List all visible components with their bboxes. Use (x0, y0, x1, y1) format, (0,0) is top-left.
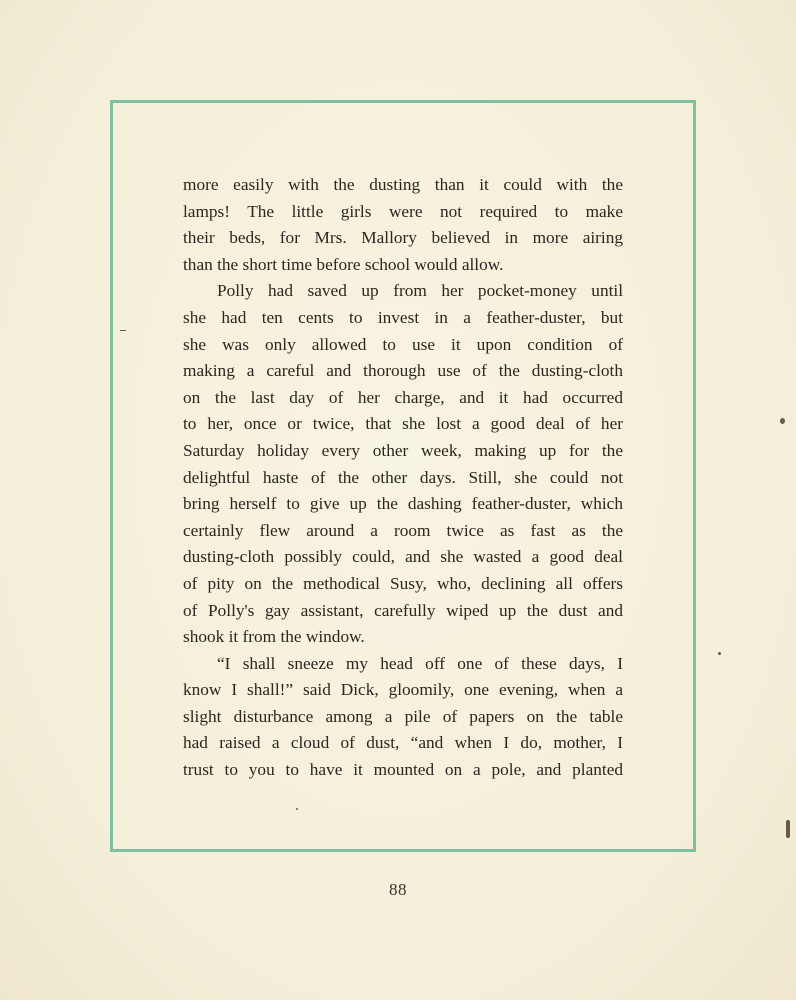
text-line: on the last day of her charge, and it had occurred (183, 387, 623, 407)
text-line: bring herself to give up the dashing feather-duster, which (183, 494, 623, 514)
text-line: shook it from the window. (183, 627, 365, 647)
text-line: had raised a cloud of dust, “and when I do, mother, I (183, 733, 623, 753)
text-line: slight disturbance among a pile of papers on the table (183, 706, 623, 726)
text-line: dusting-cloth possibly could, and she wasted a good deal (183, 547, 623, 567)
text-line: certainly flew around a room twice as fast as the (183, 520, 623, 540)
text-line: Polly had saved up from her pocket-money until (217, 281, 623, 301)
paper-speck (296, 808, 298, 810)
text-line: Saturday holiday every other week, making up for the (183, 440, 623, 460)
paper-speck (120, 330, 126, 331)
text-line: to her, once or twice, that she lost a good deal of her (183, 414, 623, 434)
text-line: of pity on the methodical Susy, who, declining all offers (183, 573, 623, 593)
paragraph-3 (183, 651, 623, 784)
text-line: their beds, for Mrs. Mallory believed in more airing (183, 228, 623, 248)
text-line: making a careful and thorough use of the dusting-cloth (183, 361, 623, 381)
text-line: of Polly's gay assistant, carefully wiped up the dust and (183, 600, 623, 620)
text-line: she had ten cents to invest in a feather-duster, but (183, 307, 623, 327)
text-line: more easily with the dusting than it could with the (183, 175, 623, 194)
paper-speck (718, 652, 721, 655)
paper-speck (780, 418, 785, 424)
paper-speck (786, 820, 790, 838)
body-text (183, 172, 623, 784)
paragraph-2 (183, 278, 623, 650)
text-line: trust to you to have it mounted on a pole, and planted (183, 760, 623, 780)
text-line: than the short time before school would allow. (183, 254, 504, 274)
text-line: she was only allowed to use it upon condition of (183, 334, 623, 354)
text-line: lamps! The little girls were not required to make (183, 201, 623, 221)
page-number: 88 (389, 880, 407, 899)
text-line: “I shall sneeze my head off one of these days, I (217, 653, 623, 673)
text-line: delightful haste of the other days. Still, she could not (183, 467, 623, 487)
text-line: know I shall!” said Dick, gloomily, one evening, when a (183, 680, 623, 700)
paragraph-1 (183, 172, 623, 278)
